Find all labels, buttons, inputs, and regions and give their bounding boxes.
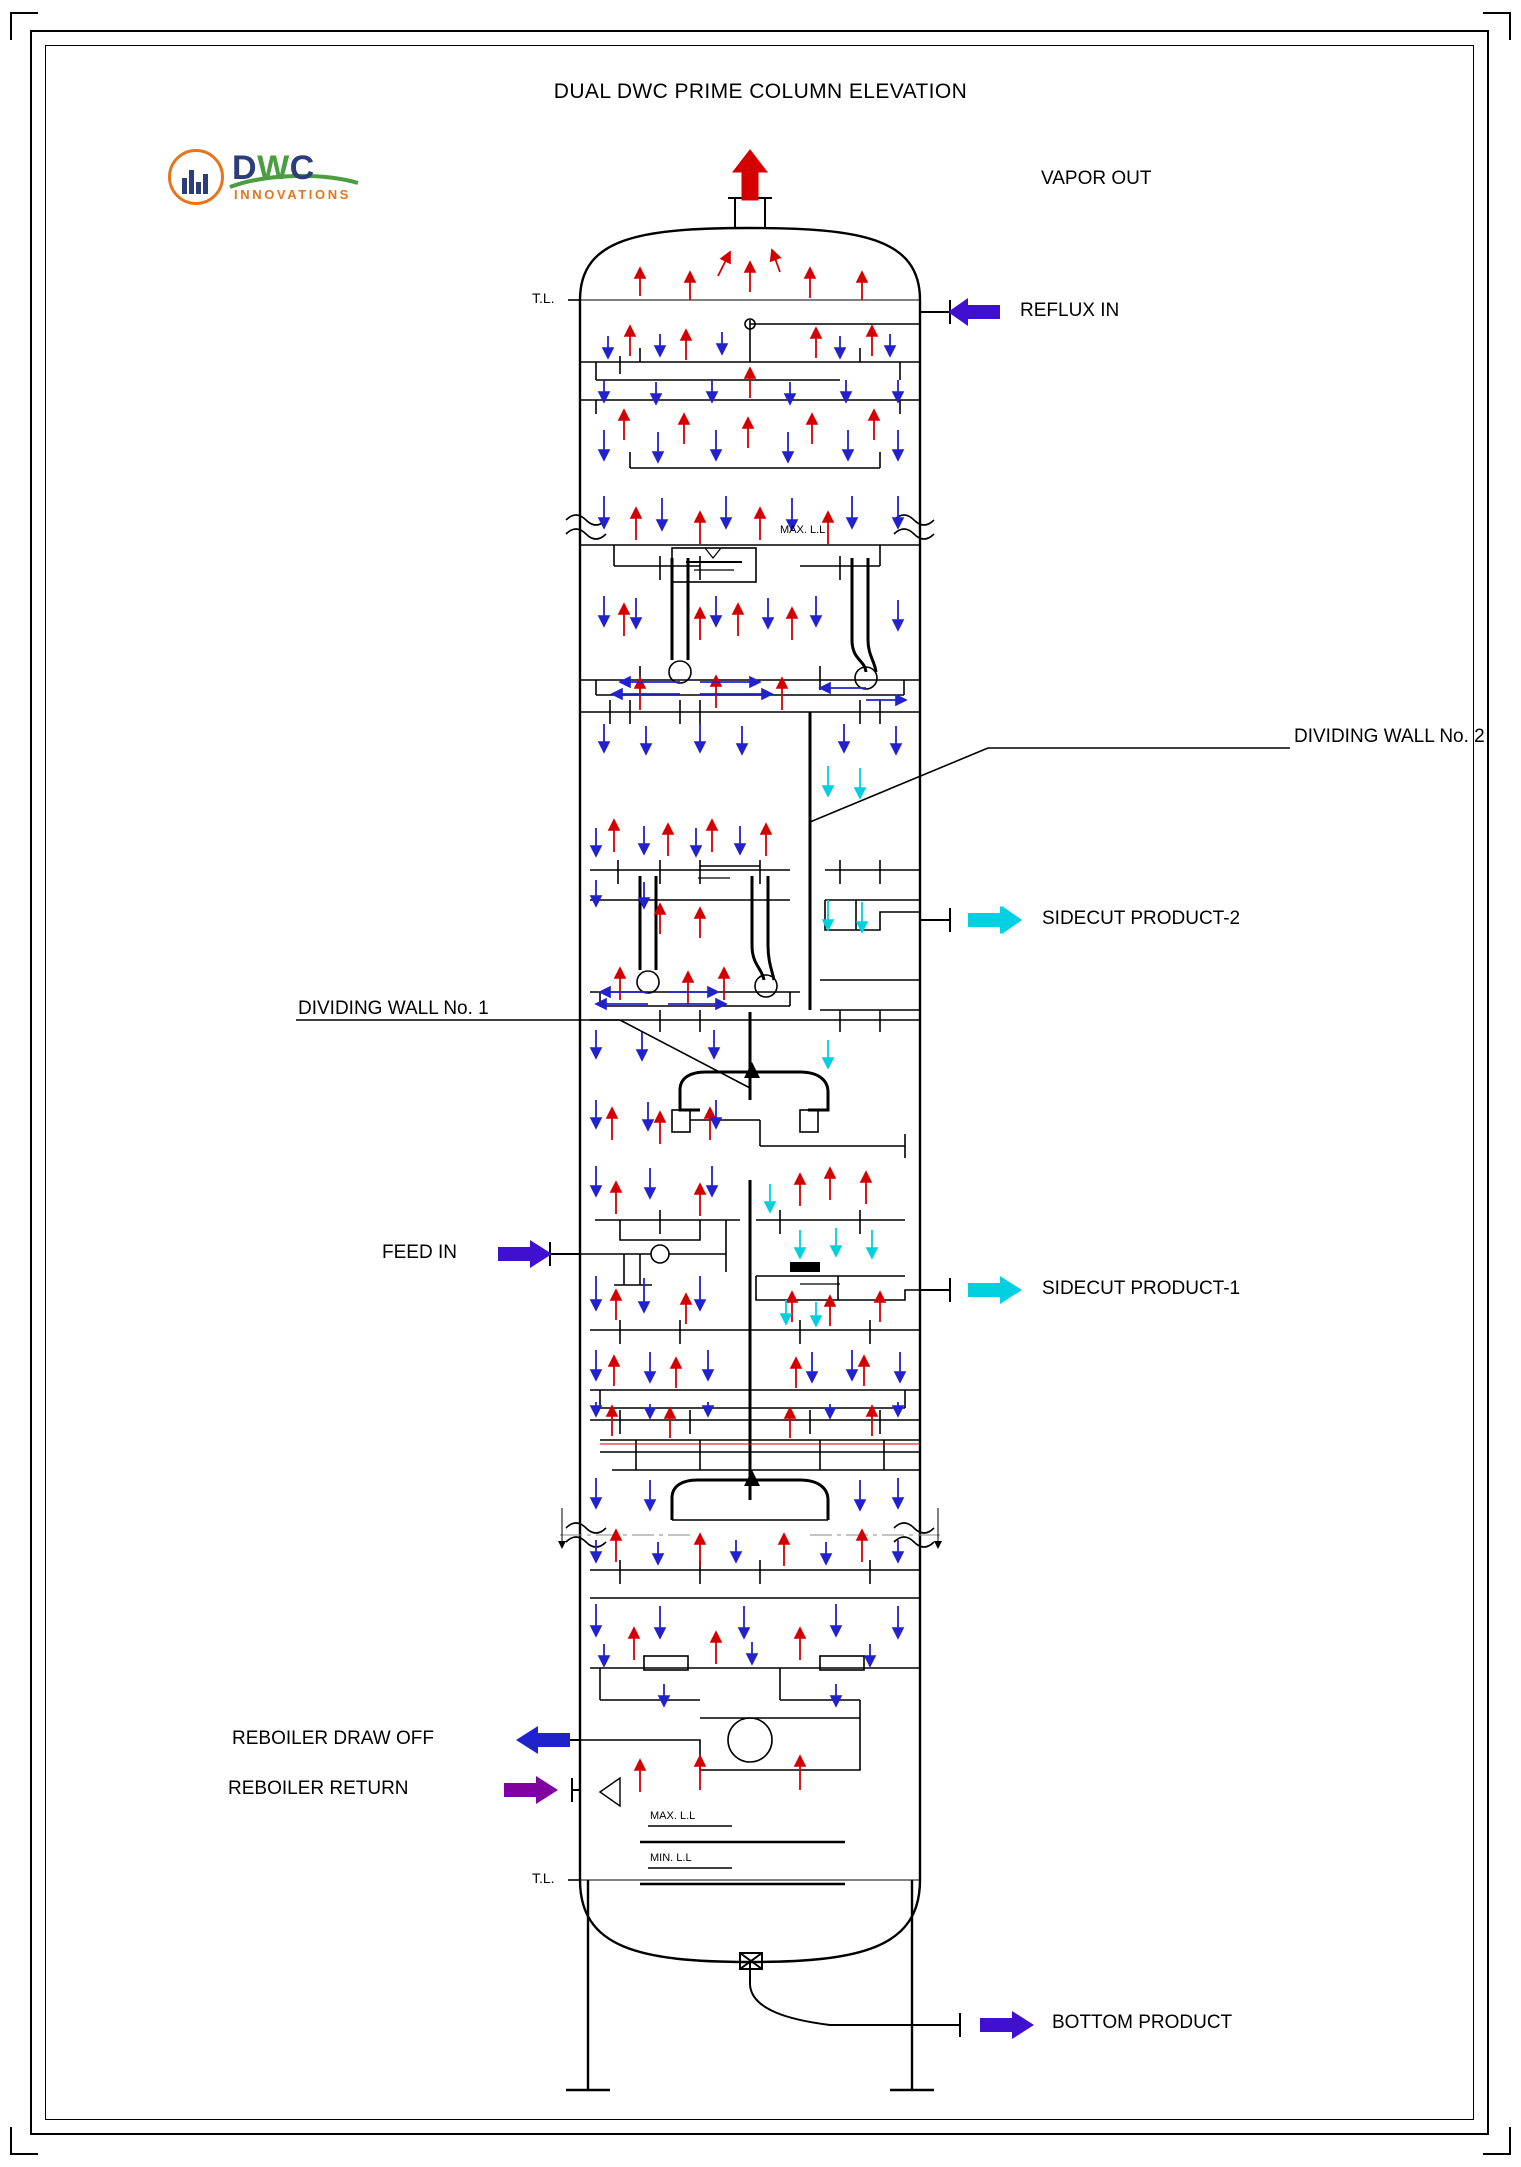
nozzle-label-reboiler-return: REBOILER RETURN [228, 1778, 409, 1799]
nozzle-label-feed-in: FEED IN [382, 1242, 457, 1263]
annotation-max-ll-bottom: MAX. L.L [650, 1810, 696, 1822]
logo-letter-w: W [257, 149, 290, 187]
logo-letter-c: C [289, 149, 315, 187]
callout-label-dividing-wall-1: DIVIDING WALL No. 1 [298, 998, 489, 1019]
nozzle-label-sidecut-product-2: SIDECUT PRODUCT-2 [1042, 908, 1241, 929]
nozzle-label-bottom-product: BOTTOM PRODUCT [1052, 2012, 1233, 2033]
drawing-title: DUAL DWC PRIME COLUMN ELEVATION [553, 80, 968, 103]
logo-tagline: INNOVATIONS [234, 187, 351, 202]
nozzle-label-reboiler-draw-off: REBOILER DRAW OFF [232, 1728, 434, 1749]
annotation-max-ll-upper: MAX. L.L [780, 524, 826, 536]
nozzle-label-reflux-in: REFLUX IN [1020, 300, 1120, 321]
annotation-min-ll-bottom: MIN. L.L [650, 1852, 692, 1864]
callout-label-dividing-wall-2: DIVIDING WALL No. 2 [1294, 726, 1485, 747]
nozzle-label-sidecut-product-1: SIDECUT PRODUCT-1 [1042, 1278, 1241, 1299]
logo-letter-d: D [232, 149, 258, 187]
annotation-tangent-line-top: T.L. [532, 290, 555, 306]
nozzle-label-vapor-out: VAPOR OUT [1041, 168, 1152, 189]
annotation-tangent-line-bottom: T.L. [532, 1870, 555, 1886]
